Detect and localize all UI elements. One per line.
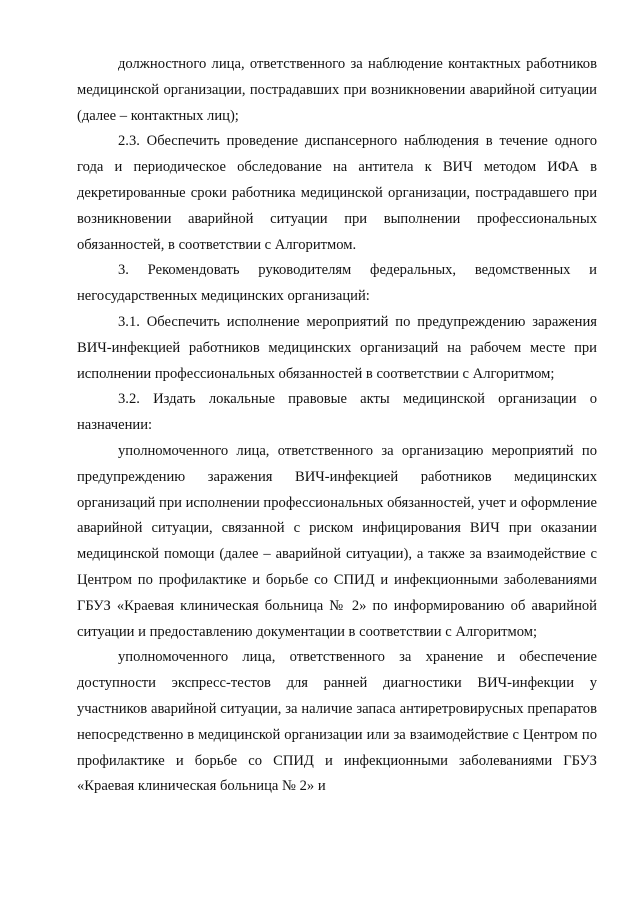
paragraph-3: 3. Рекомендовать руководителям федеральных, ведомственных и негосударственных медицинских организаций: <box>77 262 597 305</box>
paragraph-authorized-person-prevention: уполномоченного лица, ответственного за организацию мероприятий по предупреждению заражения ВИЧ-инфекцией работников медицинских организаций при исполнении профессиональных обязанностей, учет и оформление аварийной ситуации, связанной с риском инфицирования ВИЧ при оказании медицинской помощи (далее – аварийной ситуации), а также за взаимодействие с Центром по профилактике и борьбе со СПИД и инфекционными заболеваниями ГБУЗ «Краевая клиническая больница № 2» по информированию об аварийной ситуации и предоставлению документации в соответствии с Алгоритмом; <box>77 442 597 640</box>
paragraph-2-3: 2.3. Обеспечить проведение диспансерного наблюдения в течение одного года и периодическое обследование на антитела к ВИЧ методом ИФА в декретированные сроки работника медицинской организации, пострадавшего при возникновении аварийной ситуации при выполнении профессиональных обязанностей, в соответствии с Алгоритмом. <box>77 133 597 253</box>
paragraph-authorized-person-express-tests: уполномоченного лица, ответственного за хранение и обеспечение доступности экспресс-тестов для ранней диагностики ВИЧ-инфекции у участников аварийной ситуации, за наличие запаса антиретровирусных препаратов непосредственно в медицинской организации или за взаимодействие с Центром по профилактике и борьбе со СПИД и инфекционными заболеваниями ГБУЗ «Краевая клиническая больница № 2» и <box>77 649 597 795</box>
document-body <box>77 52 597 800</box>
paragraph-3-2: 3.2. Издать локальные правовые акты медицинской организации о назначении: <box>77 391 597 434</box>
paragraph-3-1: 3.1. Обеспечить исполнение мероприятий по предупреждению заражения ВИЧ-инфекцией работников медицинских организаций на рабочем месте при исполнении профессиональных обязанностей в соответствии с Алгоритмом; <box>77 313 597 382</box>
paragraph-contact-person-continuation: должностного лица, ответственного за наблюдение контактных работников медицинской организации, пострадавших при возникновении аварийной ситуации (далее – контактных лиц); <box>77 56 597 124</box>
